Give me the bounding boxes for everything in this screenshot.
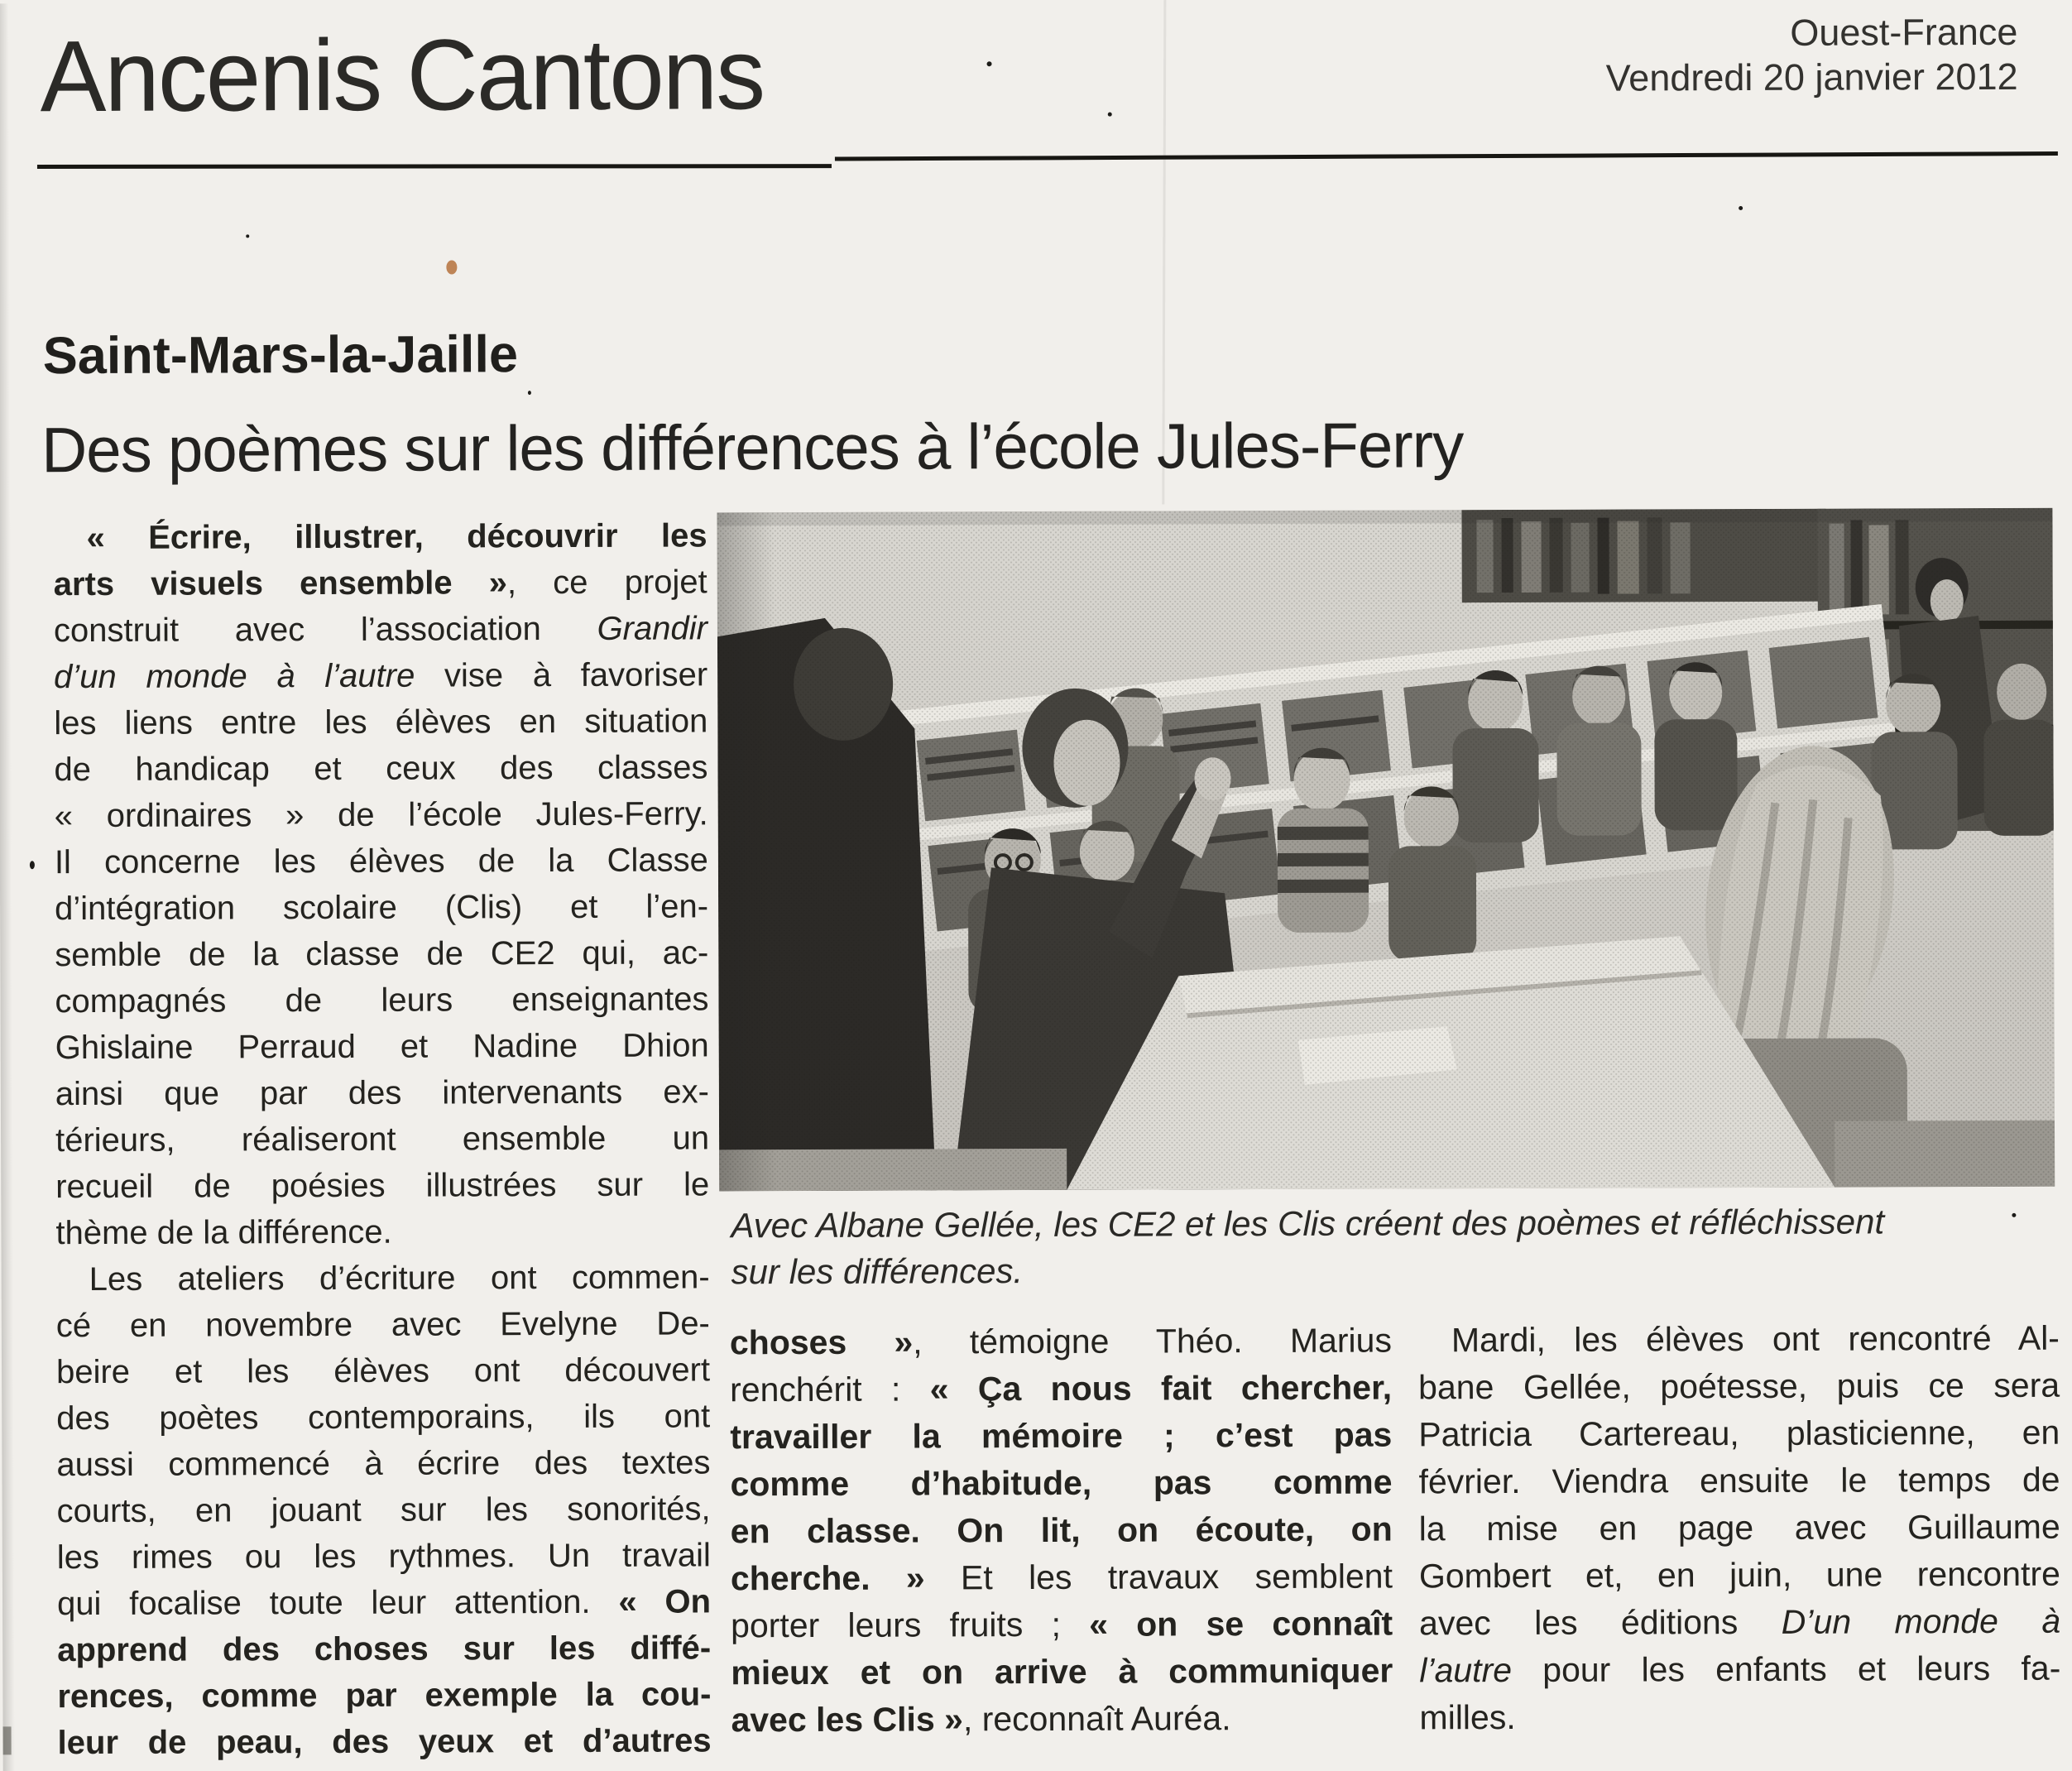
masthead-rule-left	[37, 164, 832, 169]
article-column-left	[53, 512, 711, 1766]
text-line: « ordinaires » de l’école Jules-Ferry.	[54, 795, 708, 835]
text-line: beire et les élèves ont découvert	[55, 1351, 711, 1391]
classroom-photo-illustration	[717, 508, 2055, 1192]
text-line: de handicap et ceux des classes	[54, 749, 708, 789]
article-column-middle	[730, 1317, 1393, 1745]
text-line: comme d’habitude, pas comme	[730, 1462, 1393, 1504]
scan-edge-shadow	[0, 3, 15, 1771]
text-line: en classe. On lit, on écoute, on	[730, 1509, 1393, 1551]
text-line: aussi commencé à écrire des textes	[56, 1444, 711, 1484]
scan-speck	[1739, 206, 1743, 210]
text-line: l’autre pour les enfants et leurs fa-	[1419, 1649, 2061, 1690]
text-line: choses », témoigne Théo. Marius	[729, 1321, 1393, 1362]
photo-caption	[731, 1198, 2055, 1296]
text-line: apprend des choses sur les diffé-	[57, 1629, 712, 1669]
text-line: ainsi que par des intervenants ex-	[55, 1073, 709, 1113]
article-headline: Des poèmes sur les différences à l’école Jules-Ferry	[41, 410, 1464, 487]
text-line: d’un monde à l’autre vise à favoriser	[54, 656, 708, 696]
scan-speck	[528, 391, 531, 395]
text-line: les liens entre les élèves en situation	[54, 703, 708, 742]
text-line: février. Viendra ensuite le temps de	[1418, 1460, 2060, 1501]
text-line: mieux et on arrive à communiquer	[731, 1651, 1393, 1692]
text-line: Gombert et, en juin, une rencontre	[1418, 1554, 2060, 1596]
text-line: d’intégration scolaire (Clis) et l’en-	[55, 888, 709, 928]
article-photo	[717, 508, 2055, 1192]
text-line: compagnés de leurs enseignantes	[55, 981, 709, 1020]
issue-date: Vendredi 20 janvier 2012	[1605, 55, 2018, 99]
masthead-edition	[1605, 10, 2017, 101]
text-line: rences, comme par exemple la cou-	[57, 1676, 712, 1716]
text-line: thème de la différence.	[55, 1213, 392, 1252]
text-line: recueil de poésies illustrées sur le	[55, 1166, 710, 1206]
text-line: leur de peau, des yeux et d’autres	[57, 1722, 712, 1762]
text-line: Il concerne les élèves de la Classe	[54, 842, 708, 881]
text-line: Ghislaine Perraud et Nadine Dhion	[55, 1027, 709, 1067]
text-line: les rimes ou les rythmes. Un travail	[56, 1537, 711, 1577]
text-line: arts visuels ensemble », ce projet	[53, 564, 707, 603]
text-line: travailler la mémoire ; c’est pas	[730, 1415, 1393, 1457]
text-line: milles.	[1419, 1697, 1516, 1737]
text-line: avec les Clis », reconnaît Auréa.	[731, 1699, 1231, 1740]
masthead-section-title: Ancenis Cantons	[40, 17, 765, 133]
text-line: bane Gellée, poétesse, puis ce sera	[1418, 1365, 2060, 1407]
paper-stain	[446, 260, 457, 274]
masthead-rule-right	[835, 151, 2058, 161]
text-line: sur les différences.	[731, 1251, 1024, 1292]
text-line: courts, en jouant sur les sonorités,	[56, 1490, 711, 1530]
text-line: « Écrire, illustrer, découvrir les	[86, 517, 707, 557]
text-line: qui focalise toute leur attention. « On	[56, 1583, 712, 1623]
text-line: construit avec l’association Grandir	[53, 610, 707, 650]
newspaper-name: Ouest-France	[1790, 10, 2018, 54]
text-line: Mardi, les élèves ont rencontré Al-	[1451, 1318, 2060, 1360]
commune-heading: Saint-Mars-la-Jaille	[42, 325, 519, 386]
text-line: Patricia Cartereau, plasticienne, en	[1418, 1413, 2060, 1454]
text-line: semble de la classe de CE2 qui, ac-	[55, 934, 709, 974]
text-line: la mise en page avec Guillaume	[1418, 1507, 2060, 1548]
scan-speck	[987, 61, 992, 66]
text-line: cé en novembre avec Evelyne De-	[55, 1305, 710, 1345]
text-line: cherche. » Et les travaux semblent	[730, 1557, 1393, 1598]
scan-speck	[30, 861, 35, 869]
text-line: renchérit : « Ça nous fait chercher,	[730, 1368, 1393, 1409]
article-column-right	[1418, 1315, 2061, 1742]
scan-corner-mark	[3, 1726, 12, 1754]
text-line: avec les éditions D’un monde à	[1419, 1601, 2061, 1643]
text-line: Avec Albane Gellée, les CE2 et les Clis créent des poèmes et réfléchissent	[731, 1202, 1885, 1245]
text-line: Les ateliers d’écriture ont commen-	[89, 1259, 710, 1298]
scan-speck	[246, 234, 249, 238]
text-line: porter leurs fruits ; « on se connaît	[731, 1604, 1393, 1645]
scan-speck	[1108, 113, 1112, 117]
text-line: térieurs, réaliseront ensemble un	[55, 1120, 710, 1159]
text-line: des poètes contemporains, ils ont	[56, 1398, 711, 1437]
